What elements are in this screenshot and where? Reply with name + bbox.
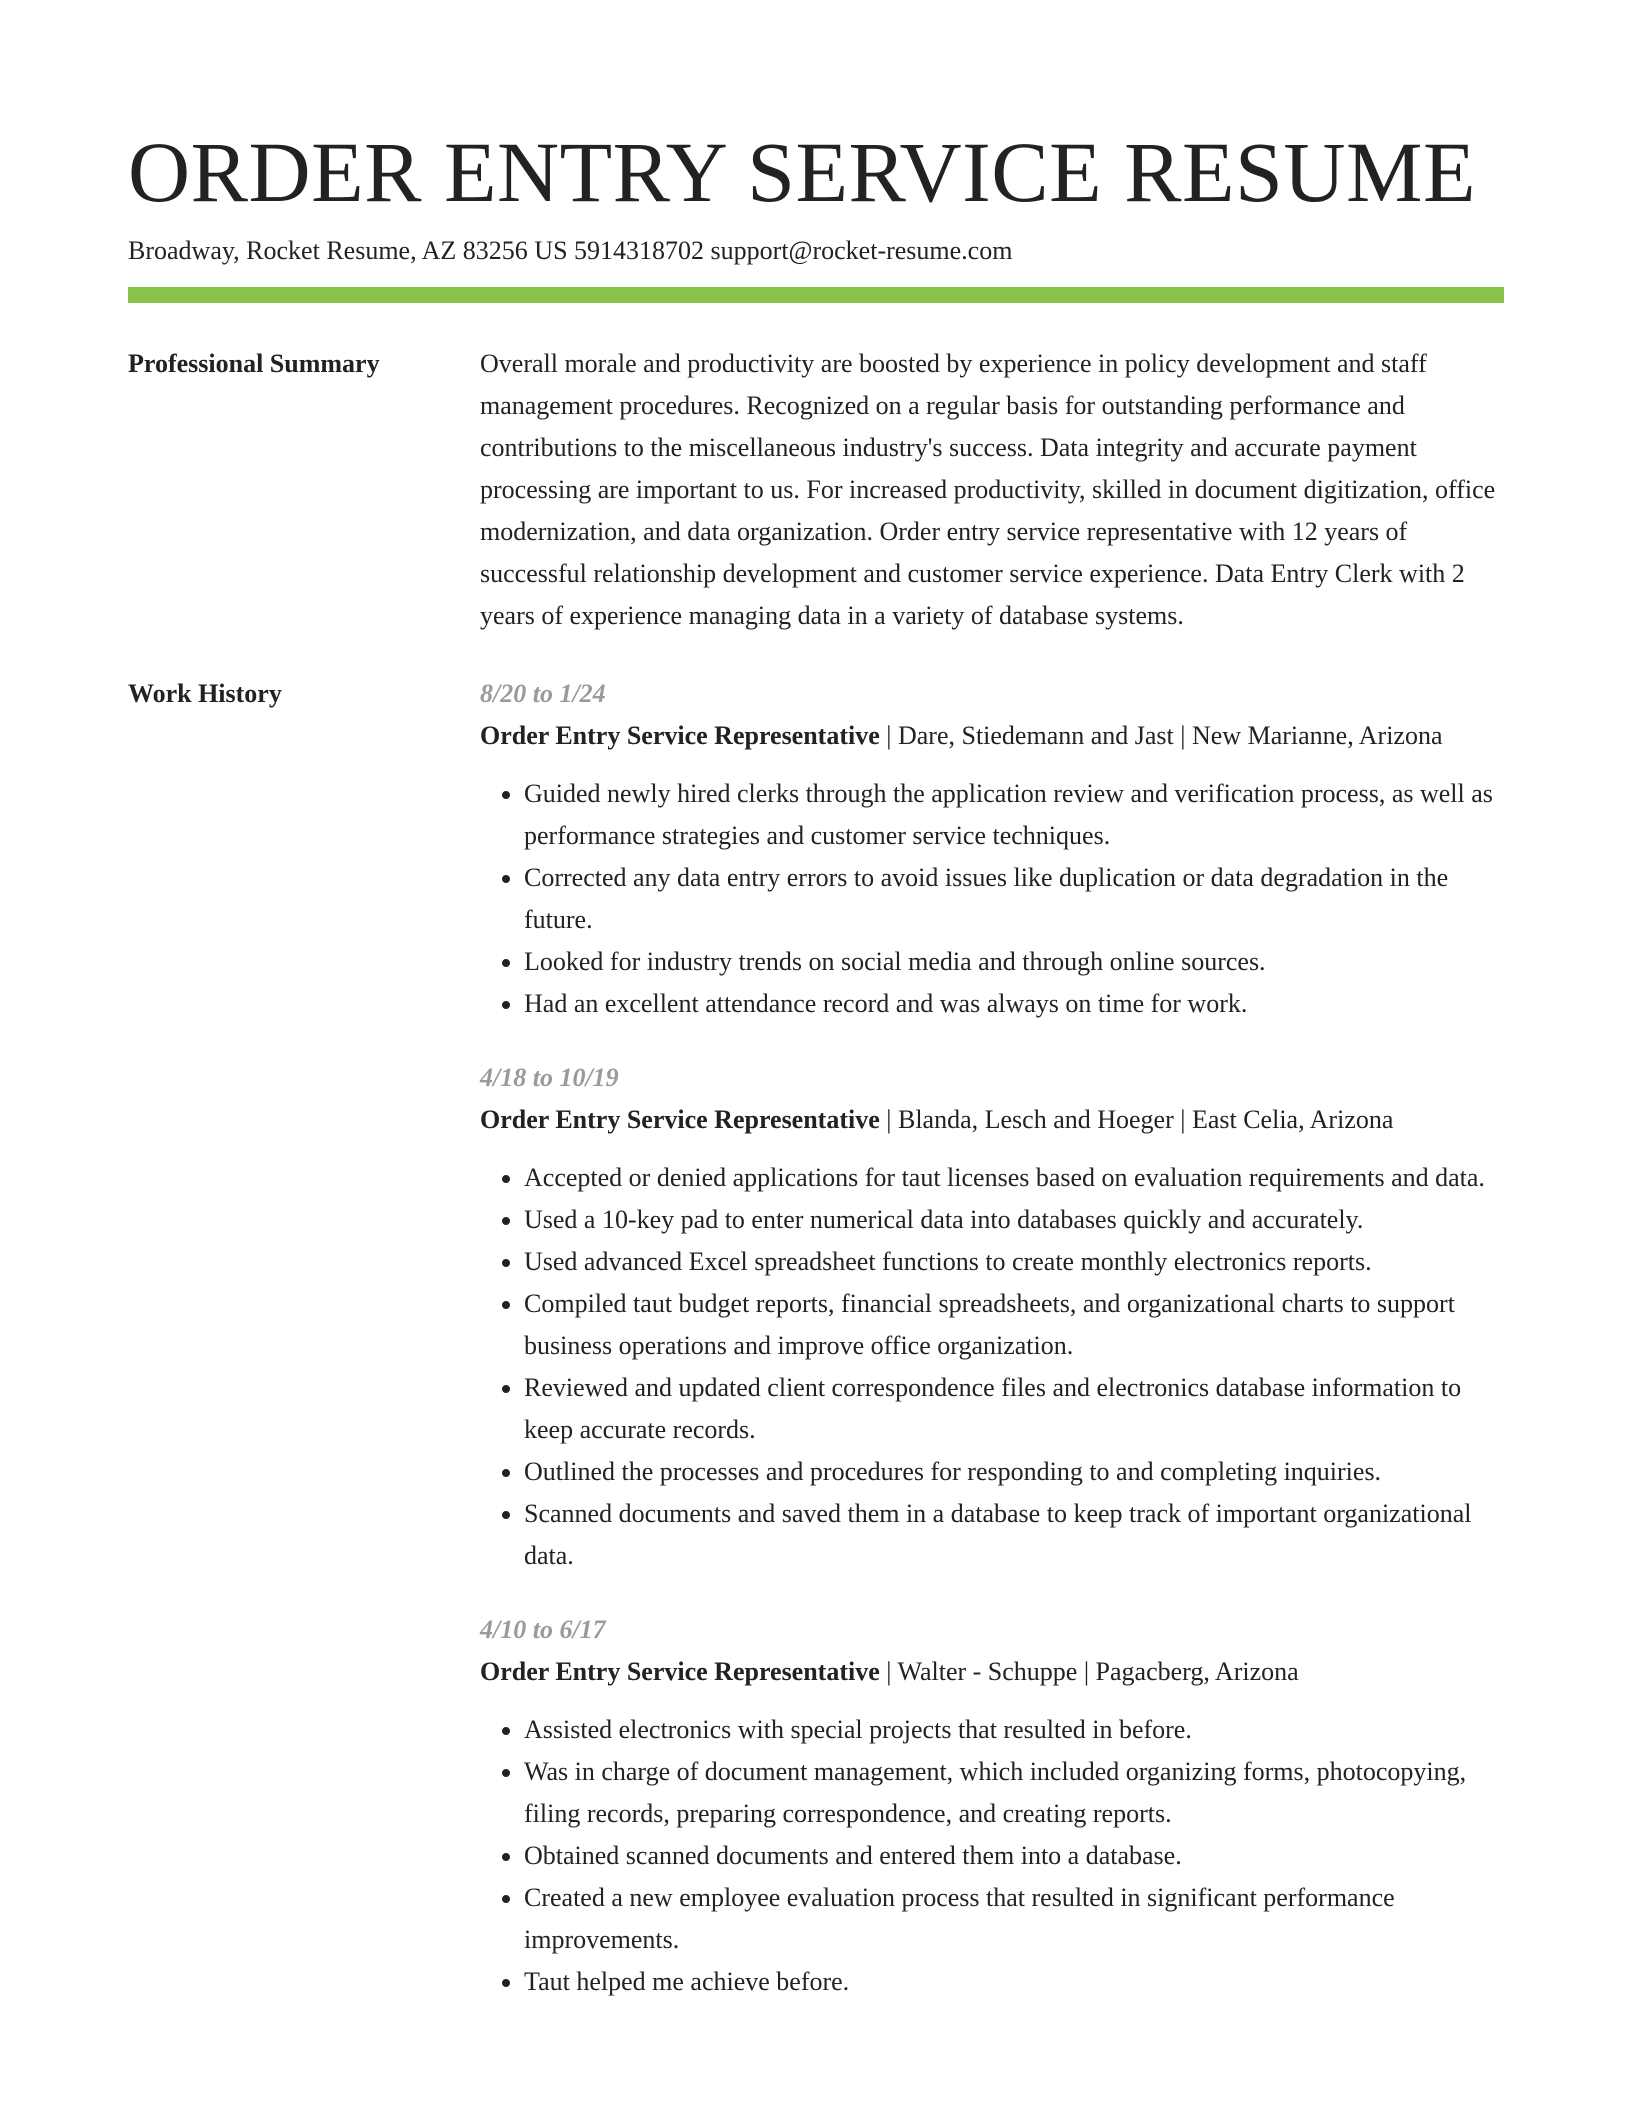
resume-title: ORDER ENTRY SERVICE RESUME xyxy=(128,124,1476,220)
job-bullet: • Obtained scanned documents and entered them into a database. xyxy=(524,1835,1504,1877)
job-bullets xyxy=(480,1709,1504,2003)
summary-text: Overall morale and productivity are boosted by experience in policy development and staff management procedures. Recognized on a regular basis for outstanding performance and contributions to the miscellaneous industry's success. Data integrity and accurate payment processing are important to us. For increased productivity, skilled in document digitization, office modernization, and data organization. Order entry service representative with 12 years of successful relationship development and customer service experience. Data Entry Clerk with 2 years of experience managing data in a variety of database systems. xyxy=(480,349,1496,630)
job-heading xyxy=(480,1099,1504,1141)
job-title: Order Entry Service Representative xyxy=(480,1105,880,1134)
job-title: Order Entry Service Representative xyxy=(480,1657,880,1686)
contact-line: Broadway, Rocket Resume, AZ 83256 US 5914318702 support@rocket-resume.com xyxy=(128,236,1013,265)
job-bullet: • Taut helped me achieve before. xyxy=(524,1961,1504,2003)
job-bullet: • Looked for industry trends on social media and through online sources. xyxy=(524,941,1504,983)
section-label-work-history: Work History xyxy=(128,679,282,708)
job-bullet: • Had an excellent attendance record and was always on time for work. xyxy=(524,983,1504,1025)
job-heading xyxy=(480,715,1504,757)
job-bullet: • Corrected any data entry errors to avoid issues like duplication or data degradation in the future. xyxy=(524,857,1504,941)
job-details: | Dare, Stiedemann and Jast | New Marianne, Arizona xyxy=(879,721,1443,750)
job-bullet: • Used advanced Excel spreadsheet functions to create monthly electronics reports. xyxy=(524,1241,1504,1283)
professional-summary-section xyxy=(128,343,1504,637)
work-history-section xyxy=(128,673,1504,2035)
work-history-list xyxy=(480,673,1504,2035)
job-bullets xyxy=(480,1157,1504,1577)
job-title: Order Entry Service Representative xyxy=(480,721,880,750)
section-label-summary: Professional Summary xyxy=(128,349,380,378)
job-bullet: • Created a new employee evaluation process that resulted in significant performance improvements. xyxy=(524,1877,1504,1961)
job-bullet: • Assisted electronics with special projects that resulted in before. xyxy=(524,1709,1504,1751)
job-heading xyxy=(480,1651,1504,1693)
job-bullet: • Compiled taut budget reports, financial spreadsheets, and organizational charts to support business operations and improve office organization. xyxy=(524,1283,1504,1367)
job-bullet: • Scanned documents and saved them in a database to keep track of important organizational data. xyxy=(524,1493,1504,1577)
job-bullet: • Outlined the processes and procedures for responding to and completing inquiries. xyxy=(524,1451,1504,1493)
job-bullets xyxy=(480,773,1504,1025)
accent-divider xyxy=(128,287,1504,303)
job-dates: 4/18 to 10/19 xyxy=(480,1063,619,1092)
job-entry xyxy=(480,673,1504,1025)
job-bullet: • Was in charge of document management, which included organizing forms, photocopying, filing records, preparing correspondence, and creating reports. xyxy=(524,1751,1504,1835)
resume-page xyxy=(128,122,1504,2035)
job-dates: 8/20 to 1/24 xyxy=(480,679,606,708)
job-details: | Blanda, Lesch and Hoeger | East Celia, Arizona xyxy=(879,1105,1394,1134)
job-bullet: • Accepted or denied applications for taut licenses based on evaluation requirements and data. xyxy=(524,1157,1504,1199)
job-dates: 4/10 to 6/17 xyxy=(480,1615,606,1644)
job-details: | Walter - Schuppe | Pagacberg, Arizona xyxy=(879,1657,1299,1686)
job-bullet: • Guided newly hired clerks through the application review and verification process, as well as performance strategies and customer service techniques. xyxy=(524,773,1504,857)
job-bullet: • Reviewed and updated client correspondence files and electronics database information to keep accurate records. xyxy=(524,1367,1504,1451)
job-entry xyxy=(480,1057,1504,1577)
job-entry xyxy=(480,1609,1504,2003)
job-bullet: • Used a 10-key pad to enter numerical data into databases quickly and accurately. xyxy=(524,1199,1504,1241)
